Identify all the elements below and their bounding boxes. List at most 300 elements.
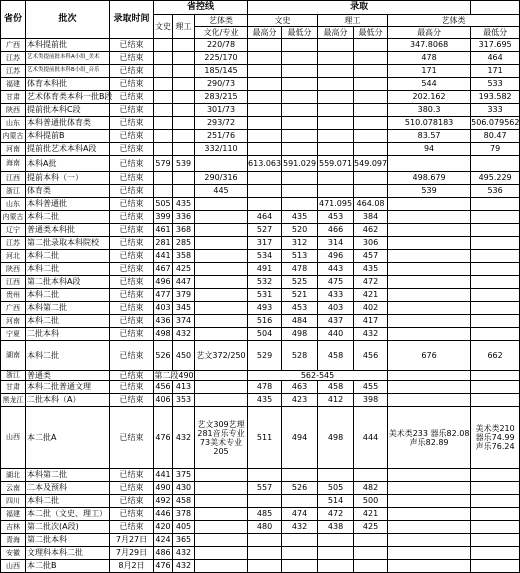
cell-art-min [471, 276, 520, 289]
cell-control-ligong: 374 [173, 315, 195, 328]
cell-sci-min [354, 469, 388, 482]
cell-sci-max: 443 [318, 263, 354, 276]
cell-control-art [195, 547, 248, 560]
cell-control-wenshi: 492 [154, 495, 173, 508]
cell-sci-min: 398 [354, 394, 388, 407]
table-row [1, 198, 520, 211]
cell-province: 内蒙古 [1, 130, 26, 143]
cell-batch: 本二批B [26, 560, 110, 573]
cell-arts-max [248, 117, 282, 130]
cell-sci-max: 458 [318, 381, 354, 394]
cell-control-wenshi: 526 [154, 341, 173, 371]
cell-batch: 普通类本科批 [26, 224, 110, 237]
cell-control-art: 185/145 [195, 65, 248, 78]
cell-sci-max [318, 185, 354, 198]
cell-province: 湖南 [1, 341, 26, 371]
cell-art-max [388, 521, 471, 534]
cell-art-min [471, 211, 520, 224]
cell-control-art: 艺文372/250 [195, 341, 248, 371]
table-row [1, 394, 520, 407]
cell-batch: 普通类 [26, 371, 110, 381]
cell-control-art: 290/73 [195, 78, 248, 91]
cell-arts-max [248, 65, 282, 78]
cell-batch: 本科A批 [26, 156, 110, 172]
cell-art-min [471, 198, 520, 211]
table-row [1, 521, 520, 534]
cell-control-art [195, 534, 248, 547]
cell-sci-max: 440 [318, 328, 354, 341]
table-row [1, 172, 520, 185]
cell-admit-time: 已结束 [110, 276, 154, 289]
cell-control-wenshi: 476 [154, 407, 173, 469]
cell-arts-max: 531 [248, 289, 282, 302]
cell-control-wenshi [154, 65, 173, 78]
cell-admit-time: 已结束 [110, 381, 154, 394]
cell-sci-max [318, 65, 354, 78]
cell-art-max: 83.57 [388, 130, 471, 143]
cell-admit-time: 已结束 [110, 211, 154, 224]
cell-batch: 本科提前B [26, 130, 110, 143]
cell-province: 河北 [1, 250, 26, 263]
cell-control-ligong [173, 143, 195, 156]
cell-arts-max [248, 547, 282, 560]
cell-arts-min: 453 [282, 302, 318, 315]
cell-arts-min [282, 547, 318, 560]
header-adm-art: 艺体类 [388, 15, 520, 27]
header-admission: 录取 [248, 1, 471, 15]
cell-control-art [195, 250, 248, 263]
cell-sci-min: 472 [354, 276, 388, 289]
cell-admit-time: 已结束 [110, 521, 154, 534]
cell-sci-max: 498 [318, 407, 354, 469]
cell-art-max [388, 371, 471, 381]
cell-batch: 本科二批 [26, 211, 110, 224]
cell-batch: 体育类 [26, 185, 110, 198]
cell-province: 江西 [1, 276, 26, 289]
cell-control-wenshi: 436 [154, 315, 173, 328]
table-row [1, 156, 520, 172]
cell-art-min [471, 508, 520, 521]
cell-art-min: 79 [471, 143, 520, 156]
cell-province: 江苏 [1, 237, 26, 250]
cell-control-ligong: 432 [173, 547, 195, 560]
table-row [1, 237, 520, 250]
cell-art-max [388, 560, 471, 573]
cell-arts-min: 423 [282, 394, 318, 407]
cell-control-art [195, 263, 248, 276]
cell-control-wenshi [154, 130, 173, 143]
cell-art-min [471, 224, 520, 237]
cell-control-wenshi: 446 [154, 508, 173, 521]
cell-control-ligong: 539 [173, 156, 195, 172]
cell-arts-min: 528 [282, 341, 318, 371]
cell-sci-max [318, 104, 354, 117]
cell-sci-min: 384 [354, 211, 388, 224]
cell-arts-min [282, 117, 318, 130]
cell-sci-min: 444 [354, 407, 388, 469]
cell-arts-max: 478 [248, 381, 282, 394]
cell-control-art: 220/78 [195, 39, 248, 52]
cell-control-art [195, 560, 248, 573]
header-sci-min: 最低分 [354, 27, 388, 39]
cell-province: 河南 [1, 315, 26, 328]
cell-sci-max [318, 117, 354, 130]
cell-art-max [388, 534, 471, 547]
cell-art-min: 464 [471, 52, 520, 65]
cell-art-min: 533 [471, 78, 520, 91]
cell-art-min [471, 560, 520, 573]
cell-arts-max [248, 52, 282, 65]
cell-arts-max [248, 495, 282, 508]
table-row [1, 185, 520, 198]
cell-province: 甘肃 [1, 381, 26, 394]
cell-sci-min [354, 104, 388, 117]
cell-sci-min [354, 143, 388, 156]
cell-control-art [195, 315, 248, 328]
cell-arts-min: 494 [282, 407, 318, 469]
cell-province: 江苏 [1, 65, 26, 78]
cell-batch: 二批本科（A） [26, 394, 110, 407]
cell-art-max: 539 [388, 185, 471, 198]
cell-admit-time: 已结束 [110, 117, 154, 130]
cell-sci-min [354, 65, 388, 78]
cell-art-max [388, 315, 471, 328]
cell-arts-min: 520 [282, 224, 318, 237]
cell-arts-min [282, 198, 318, 211]
cell-control-art [195, 289, 248, 302]
cell-arts-range: 562-545 [248, 371, 388, 381]
header-art-sub: 文化/专业 [195, 27, 248, 39]
cell-arts-min [282, 495, 318, 508]
cell-province: 江西 [1, 172, 26, 185]
cell-control-art: 332/110 [195, 143, 248, 156]
cell-control-ligong: 285 [173, 237, 195, 250]
cell-control-wenshi [154, 104, 173, 117]
cell-arts-min [282, 172, 318, 185]
cell-art-max: 380.3 [388, 104, 471, 117]
cell-control-art: 225/170 [195, 52, 248, 65]
cell-art-max: 498.679 [388, 172, 471, 185]
cell-control-art [195, 276, 248, 289]
header-art-min: 最低分 [471, 27, 520, 39]
cell-art-min [471, 495, 520, 508]
cell-sci-max: 412 [318, 394, 354, 407]
cell-sci-min [354, 547, 388, 560]
table-row [1, 381, 520, 394]
table-row [1, 315, 520, 328]
cell-art-max [388, 469, 471, 482]
cell-sci-max [318, 39, 354, 52]
cell-art-min [471, 250, 520, 263]
cell-admit-time: 已结束 [110, 263, 154, 276]
cell-sci-max [318, 172, 354, 185]
cell-control-ligong: 435 [173, 198, 195, 211]
cell-control-ligong: 405 [173, 521, 195, 534]
table-row [1, 482, 520, 495]
cell-sci-min: 500 [354, 495, 388, 508]
cell-art-min [471, 547, 520, 560]
cell-control-ligong [173, 78, 195, 91]
cell-batch: 本二批（文史、理工） [26, 508, 110, 521]
cell-art-min [471, 381, 520, 394]
table-row [1, 341, 520, 371]
cell-province: 黑龙江 [1, 394, 26, 407]
cell-art-max: 478 [388, 52, 471, 65]
cell-arts-min [282, 534, 318, 547]
cell-admit-time: 已结束 [110, 52, 154, 65]
cell-sci-min [354, 78, 388, 91]
cell-sci-max: 466 [318, 224, 354, 237]
cell-admit-time: 已结束 [110, 394, 154, 407]
cell-sci-min: 432 [354, 328, 388, 341]
cell-sci-max [318, 547, 354, 560]
table-row [1, 211, 520, 224]
cell-province: 山西 [1, 407, 26, 469]
cell-arts-min: 513 [282, 250, 318, 263]
cell-control-ligong: 368 [173, 224, 195, 237]
cell-art-max [388, 237, 471, 250]
cell-admit-time: 已结束 [110, 407, 154, 469]
cell-control-art [195, 156, 248, 172]
cell-admit-time: 已结束 [110, 328, 154, 341]
cell-province: 广西 [1, 302, 26, 315]
cell-art-min: 333 [471, 104, 520, 117]
cell-control-art [195, 521, 248, 534]
cell-control-art: 290/316 [195, 172, 248, 185]
cell-arts-min: 521 [282, 289, 318, 302]
cell-sci-min: 455 [354, 381, 388, 394]
cell-arts-max [248, 39, 282, 52]
cell-sci-max: 559.071 [318, 156, 354, 172]
cell-art-min [471, 482, 520, 495]
cell-arts-min: 432 [282, 521, 318, 534]
cell-batch: 二批本科 [26, 328, 110, 341]
cell-arts-min [282, 39, 318, 52]
cell-sci-min [354, 185, 388, 198]
cell-arts-min: 463 [282, 381, 318, 394]
cell-control-wenshi: 496 [154, 276, 173, 289]
cell-art-min [471, 521, 520, 534]
cell-arts-min: 435 [282, 211, 318, 224]
cell-arts-min: 474 [282, 508, 318, 521]
cell-art-max [388, 263, 471, 276]
cell-sci-max [318, 91, 354, 104]
header-province: 省份 [1, 1, 26, 39]
cell-control-art [195, 469, 248, 482]
cell-control-ligong: 365 [173, 534, 195, 547]
table-row [1, 276, 520, 289]
cell-art-min: 506.079562 [471, 117, 520, 130]
cell-control-art [195, 508, 248, 521]
cell-arts-max [248, 143, 282, 156]
table-row [1, 39, 520, 52]
cell-control-ligong: 378 [173, 508, 195, 521]
cell-control-wenshi: 403 [154, 302, 173, 315]
cell-art-min [471, 469, 520, 482]
cell-arts-max [248, 130, 282, 143]
cell-arts-min [282, 130, 318, 143]
cell-art-max [388, 508, 471, 521]
cell-admit-time: 已结束 [110, 65, 154, 78]
cell-arts-min: 312 [282, 237, 318, 250]
cell-control-art: 445 [195, 185, 248, 198]
cell-art-min: 193.582 [471, 91, 520, 104]
cell-sci-min [354, 117, 388, 130]
cell-control-wenshi: 498 [154, 328, 173, 341]
cell-control-wenshi [154, 78, 173, 91]
cell-province: 陕西 [1, 104, 26, 117]
cell-province: 浙江 [1, 371, 26, 381]
cell-arts-max [248, 534, 282, 547]
header-adm-sci: 理工 [318, 15, 388, 27]
cell-admit-time: 已结束 [110, 185, 154, 198]
cell-art-max: 202.162 [388, 91, 471, 104]
header-art-max: 最高分 [388, 27, 471, 39]
header-arts-min: 最低分 [282, 27, 318, 39]
cell-control-wenshi: 第二段490 [154, 370, 194, 380]
cell-admit-time: 7月29日 [110, 547, 154, 560]
cell-province: 甘肃 [1, 91, 26, 104]
cell-arts-min [282, 91, 318, 104]
cell-admit-time: 已结束 [110, 130, 154, 143]
cell-sci-max [318, 52, 354, 65]
cell-batch: 本科二批 [26, 341, 110, 371]
cell-art-max [388, 211, 471, 224]
cell-sci-max: 475 [318, 276, 354, 289]
table-row [1, 263, 520, 276]
cell-art-max: 347.8068 [388, 39, 471, 52]
cell-arts-max: 317 [248, 237, 282, 250]
cell-batch: 本科二批 [26, 289, 110, 302]
header-control-art: 艺体类 [195, 15, 248, 27]
cell-province: 海南 [1, 156, 26, 172]
cell-control-art: 艺文309艺理281音乐专业73美术专业205 [195, 407, 248, 469]
cell-art-max [388, 224, 471, 237]
cell-arts-max [248, 560, 282, 573]
table-row [1, 289, 520, 302]
cell-sci-min: 421 [354, 508, 388, 521]
cell-arts-min: 525 [282, 276, 318, 289]
cell-control-art [195, 198, 248, 211]
cell-province: 内蒙古 [1, 211, 26, 224]
cell-batch: 艺术类提前批本科B小组_音乐 [26, 65, 110, 78]
cell-art-min: 662 [471, 341, 520, 371]
cell-control-art [195, 237, 248, 250]
cell-control-ligong: 432 [173, 560, 195, 573]
cell-art-max: 544 [388, 78, 471, 91]
cell-arts-max: 435 [248, 394, 282, 407]
cell-admit-time: 已结束 [110, 237, 154, 250]
cell-control-ligong [173, 117, 195, 130]
cell-control-wenshi: 486 [154, 547, 173, 560]
cell-control-wenshi [154, 39, 173, 52]
cell-province: 辽宁 [1, 224, 26, 237]
cell-arts-min [282, 78, 318, 91]
cell-control-art [195, 224, 248, 237]
cell-sci-max [318, 534, 354, 547]
cell-art-max [388, 381, 471, 394]
cell-art-min [471, 302, 520, 315]
cell-art-max [388, 495, 471, 508]
cell-control-art [195, 482, 248, 495]
cell-admit-time: 已结束 [110, 198, 154, 211]
table-row [1, 407, 520, 469]
table-row [1, 65, 520, 78]
cell-admit-time: 已结束 [110, 224, 154, 237]
table-row [1, 328, 520, 341]
cell-sci-min: 464.08 [354, 198, 388, 211]
cell-province: 山西 [1, 560, 26, 573]
cell-arts-max [248, 78, 282, 91]
cell-province: 吉林 [1, 521, 26, 534]
cell-batch: 体育本科批 [26, 78, 110, 91]
cell-sci-min: 549.097 [354, 156, 388, 172]
cell-control-wenshi: 420 [154, 521, 173, 534]
cell-control-art [195, 495, 248, 508]
cell-control-ligong: 375 [173, 469, 195, 482]
cell-control-ligong: 345 [173, 302, 195, 315]
cell-control-wenshi: 461 [154, 224, 173, 237]
cell-sci-max [318, 469, 354, 482]
cell-sci-max: 514 [318, 495, 354, 508]
cell-control-wenshi: 477 [154, 289, 173, 302]
cell-art-max [388, 328, 471, 341]
cell-arts-max: 529 [248, 341, 282, 371]
cell-batch: 本科二批 [26, 315, 110, 328]
table-row [1, 534, 520, 547]
cell-art-min [471, 534, 520, 547]
cell-sci-max: 314 [318, 237, 354, 250]
header-adm-arts: 文史 [248, 15, 318, 27]
cell-province: 四川 [1, 495, 26, 508]
cell-control-art: 301/73 [195, 104, 248, 117]
cell-arts-max: 485 [248, 508, 282, 521]
table-row [1, 78, 520, 91]
cell-admit-time: 已结束 [110, 39, 154, 52]
cell-arts-max [248, 185, 282, 198]
cell-batch: 第二批录取本科院校 [26, 237, 110, 250]
table-row [1, 508, 520, 521]
cell-art-min [471, 394, 520, 407]
cell-batch: 第二批本科 [26, 534, 110, 547]
cell-arts-max: 532 [248, 276, 282, 289]
cell-province: 福建 [1, 78, 26, 91]
cell-art-max [388, 156, 471, 172]
cell-province: 贵州 [1, 289, 26, 302]
cell-art-min [471, 328, 520, 341]
cell-batch: 文理科本科二批 [26, 547, 110, 560]
cell-batch: 本科第二批 [26, 302, 110, 315]
cell-control-ligong: 447 [173, 276, 195, 289]
table-row [1, 104, 520, 117]
table-row [1, 495, 520, 508]
cell-art-max: 美术类233 器乐82.08 声乐82.89 [388, 407, 471, 469]
cell-control-wenshi: 579 [154, 156, 173, 172]
cell-arts-min: 478 [282, 263, 318, 276]
cell-sci-max: 433 [318, 289, 354, 302]
cell-art-max [388, 276, 471, 289]
cell-art-max [388, 198, 471, 211]
cell-batch: 本二批A [26, 407, 110, 469]
cell-admit-time: 已结束 [110, 172, 154, 185]
header-control-line: 省控线 [154, 1, 248, 15]
cell-control-ligong: 353 [173, 394, 195, 407]
cell-admit-time: 已结束 [110, 143, 154, 156]
cell-control-ligong [173, 172, 195, 185]
cell-batch: 提前批艺术本科A段 [26, 143, 110, 156]
cell-control-art [195, 211, 248, 224]
cell-arts-max: 491 [248, 263, 282, 276]
